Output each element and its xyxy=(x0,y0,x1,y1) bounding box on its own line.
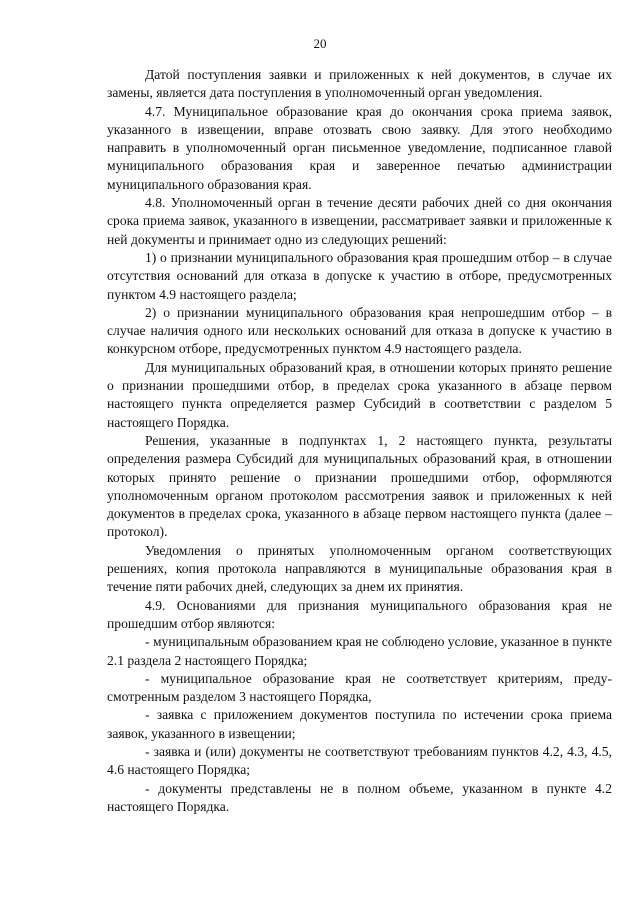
paragraph: 4.8. Уполномоченный орган в течение десяти рабочих дней со дня окончания срока приема заявок, указанного в извещении, рассматривает заявки и приложенные к ней документы и принимает одно из следующих решений: xyxy=(107,195,612,247)
paragraph: Уведомления о принятых уполномоченным органом соответствующих решениях, копия протокола направляются в муниципальные образования края в течение пяти рабочих дней, следующих за днем их принятия. xyxy=(107,542,612,595)
paragraph: Решения, указанные в подпунктах 1, 2 настоящего пункта, результаты определения размера Субсидий для муниципальных образований края, в отношении которых принято решение о признании прошедшими отбор, оформляются уполномоченным органом протоколом рассмотрения заявок и приложенных к ней документов в пределах срока, указанного в абзаце первом настоящего пункта (далее – протокол). xyxy=(107,432,612,540)
list-item: - заявка и (или) документы не соответствуют требованиям пунктов 4.2, 4.3, 4.5, 4.6 настоящего Порядка; xyxy=(107,743,612,778)
paragraph: 4.7. Муниципальное образование края до окончания срока приема заявок, указанного в извещении, вправе отозвать свою заявку. Для этого необходимо направить в уполномоченный орган письменное уведомление, подписанное главой муниципального образования края и заверенное печатью администрации муниципального образования края. xyxy=(107,103,612,192)
list-item: - муниципальным образованием края не соблюдено условие, указанное в пункте 2.1 раздела 2 настоящего Порядка; xyxy=(107,634,612,668)
paragraph: 4.9. Основаниями для признания муниципального образования края не прошедшим отбор являются: xyxy=(107,597,612,631)
paragraph: Датой поступления заявки и приложенных к ней документов, в случае их замены, является дата поступления в уполномоченный орган уведомления. xyxy=(107,67,612,101)
page-number: 20 xyxy=(313,36,327,51)
list-item: - муниципальное образование края не соответствует критериям, предусмотренным разделом 3 настоящего Порядка, xyxy=(107,670,612,705)
list-item: - документы представлены не в полном объеме, указанном в пункте 4.2 настоящего Порядка. xyxy=(107,780,612,814)
paragraph: 1) о признании муниципального образования края прошедшим отбор – в случае отсутствия оснований для отказа в допуске к участию в отборе, предусмотренных пунктом 4.9 настоящего раздела; xyxy=(107,249,612,302)
document-body xyxy=(107,66,612,816)
list-item: - заявка с приложением документов поступила по истечении срока приема заявок, указанного в извещении; xyxy=(107,707,612,741)
paragraph: 2) о признании муниципального образования края непрошедшим отбор – в случае наличия одного или нескольких оснований для отказа в допуске к участию в конкурсном отборе, предусмотренных пунктом 4.9 настоящего раздела. xyxy=(107,304,612,357)
paragraph: Для муниципальных образований края, в отношении которых принято решение о признании прошедшими отбор, в пределах срока указанного в абзаце первом настоящего пункта определяется размер Субсидий в соответствии с разделом 5 настоящего Порядка. xyxy=(107,359,612,430)
